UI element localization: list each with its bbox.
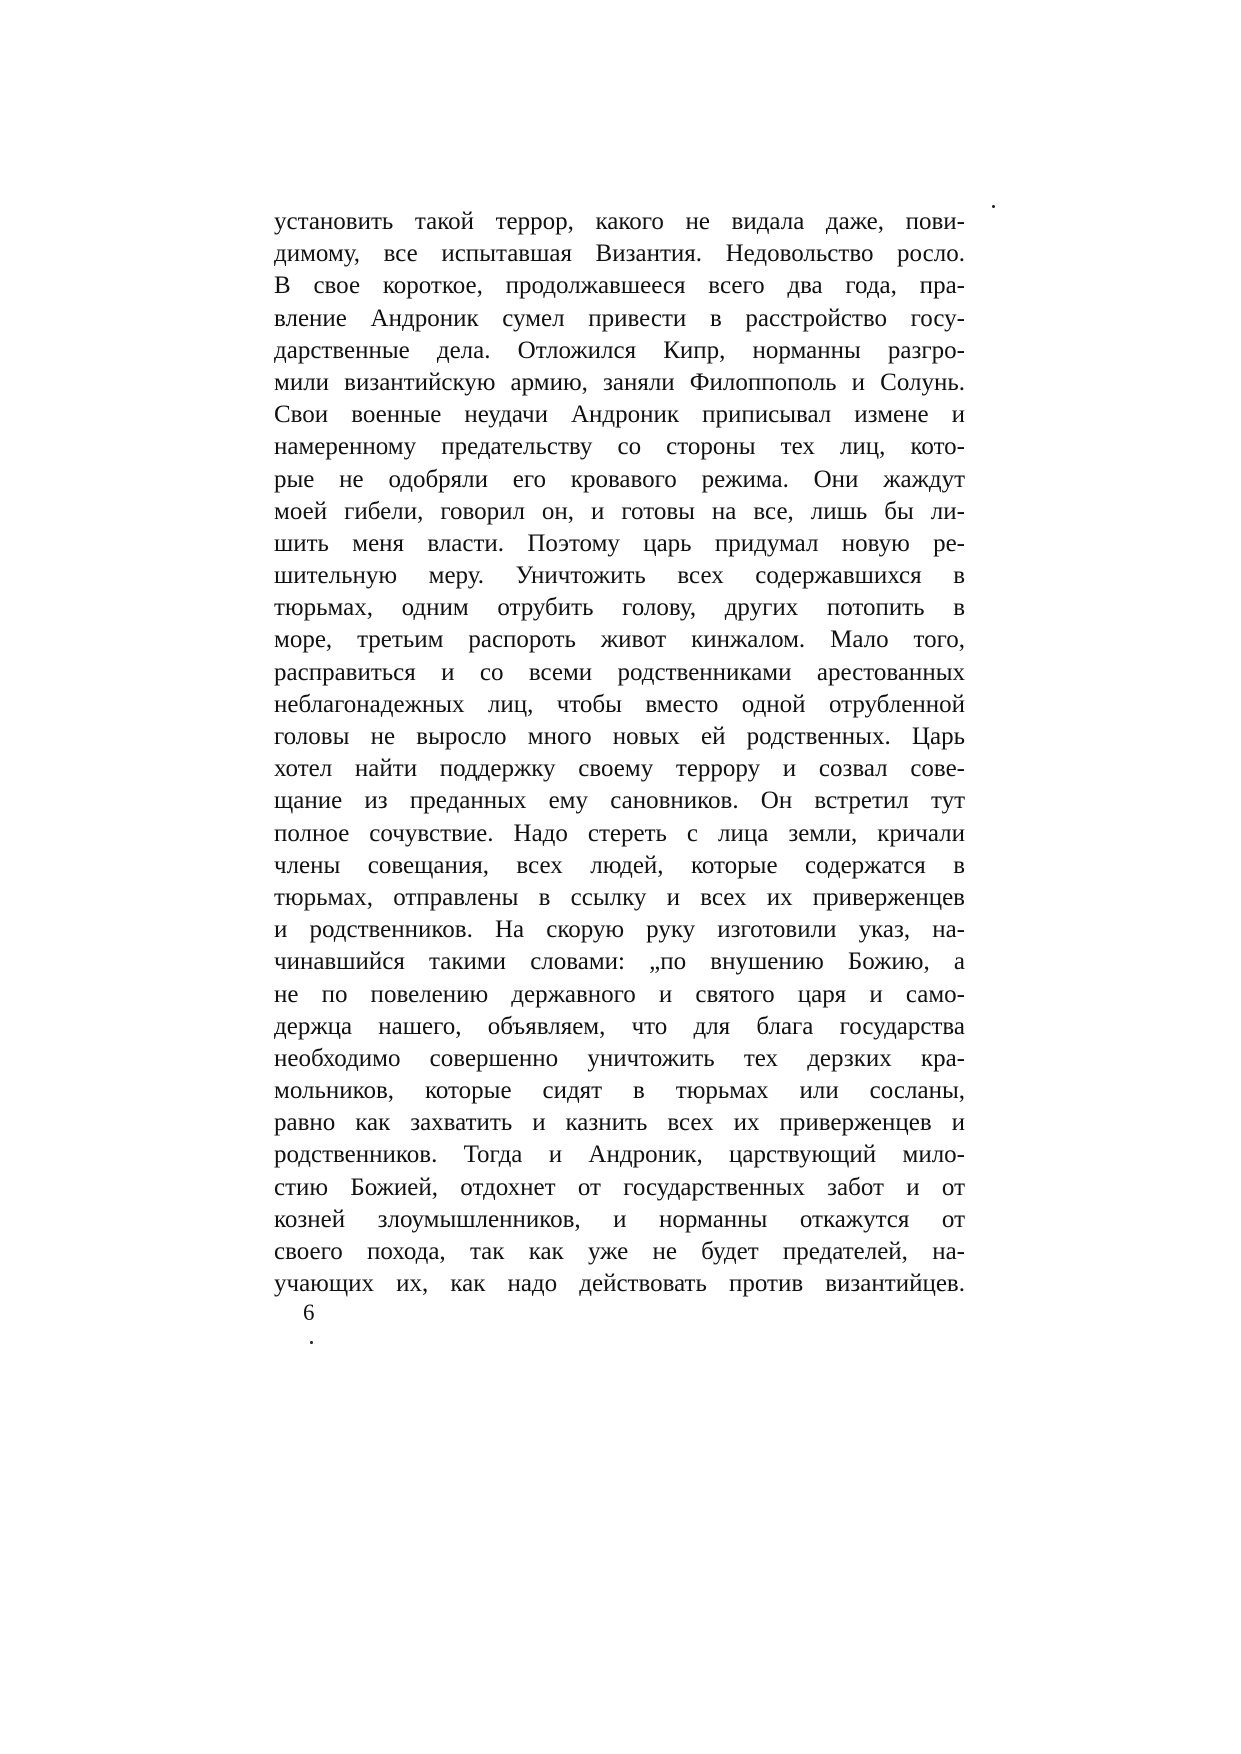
text-line: необходимо совершенно уничтожить тех дерзких кра-: [274, 1044, 965, 1072]
text-line: тюрьмах, одним отрубить голову, других потопить в: [274, 594, 965, 622]
text-line: мили византийскую армию, заняли Филоппополь и Солунь.: [274, 368, 965, 396]
text-line: установить такой террор, какого не видала даже, пови-: [274, 208, 965, 235]
text-line: щание из преданных ему сановников. Он встретил тут: [274, 787, 965, 815]
text-line: равно как захватить и казнить всех их приверженцев и: [274, 1109, 965, 1137]
text-line: головы не выросло много новых ей родственных. Царь: [274, 723, 965, 750]
page-number: 6: [303, 1300, 315, 1325]
text-line: шительную меру. Уничтожить всех содержавшихся в: [274, 562, 965, 590]
text-line: шить меня власти. Поэтому царь придумал новую ре-: [274, 529, 965, 557]
text-line: и родственников. На скорую руку изготовили указ, на-: [274, 916, 965, 944]
text-line: чинавшийся такими словами: „по внушению Божию, а: [274, 948, 965, 976]
text-line: козней злоумышленников, и норманны откажутся от: [274, 1205, 965, 1233]
text-line: члены совещания, всех людей, которые содержатся в: [274, 851, 965, 879]
text-line: море, третьим распороть живот кинжалом. Мало того,: [274, 626, 965, 654]
text-line: моей гибели, говорил он, и готовы на все, лишь бы ли-: [274, 497, 965, 525]
text-line: хотел найти поддержку своему террору и созвал сове-: [274, 755, 965, 783]
text-line: расправиться и со всеми родственниками арестованных: [274, 658, 965, 686]
text-line: дарственные дела. Отложился Кипр, норманны разгро-: [274, 336, 965, 364]
text-line: В свое короткое, продолжавшееся всего два года, пра-: [274, 272, 965, 300]
body-text: [274, 206, 965, 1300]
text-line: неблагонадежных лиц, чтобы вместо одной отрубленной: [274, 690, 965, 718]
text-line: держца нашего, объявляем, что для блага государства: [274, 1012, 965, 1040]
text-line: тюрьмах, отправлены в ссылку и всех их приверженцев: [274, 883, 965, 911]
text-line: учающих их, как надо действовать против византийцев.: [274, 1270, 965, 1298]
text-line: рые не одобряли его кровавого режима. Они жаждут: [274, 465, 965, 493]
text-line: не по повелению державного и святого царя и само-: [274, 980, 965, 1008]
text-line: полное сочувствие. Надо стереть с лица земли, кричали: [274, 819, 965, 847]
text-line: намеренному предательству со стороны тех лиц, кото-: [274, 433, 965, 461]
text-line: мольников, которые сидят в тюрьмах или сосланы,: [274, 1077, 965, 1105]
text-line: димому, все испытавшая Византия. Недовольство росло.: [274, 240, 965, 268]
scan-speck: [310, 1341, 313, 1344]
text-line: своего похода, так как уже не будет предателей, на-: [274, 1238, 965, 1265]
text-line: вление Андроник сумел привести в расстройство госу-: [274, 304, 965, 332]
text-line: Свои военные неудачи Андроник приписывал измене и: [274, 401, 965, 429]
scan-speck: [992, 205, 995, 208]
text-line: родственников. Тогда и Андроник, царствующий мило-: [274, 1141, 965, 1169]
text-line: стию Божией, отдохнет от государственных забот и от: [274, 1173, 965, 1201]
